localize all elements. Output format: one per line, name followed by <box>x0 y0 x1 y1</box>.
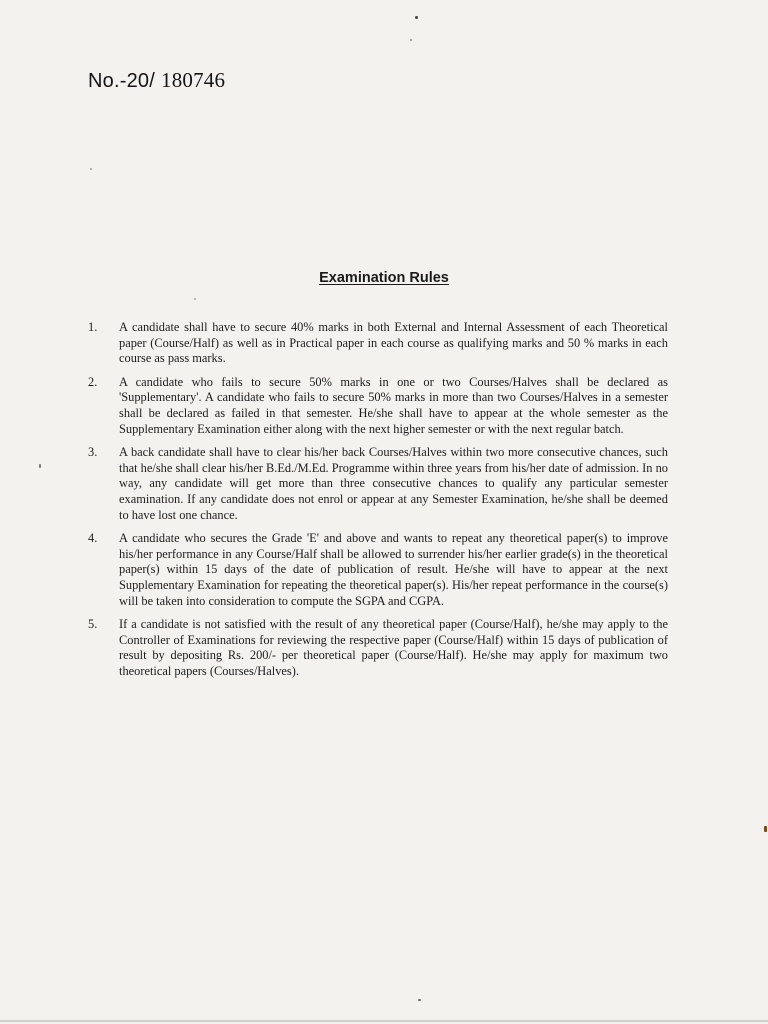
rule-item-5 <box>88 617 668 679</box>
scan-speck <box>764 826 767 832</box>
page-edge <box>0 1020 768 1022</box>
scan-speck <box>194 298 196 300</box>
document-number-prefix: No.-20/ <box>88 70 155 92</box>
scan-speck <box>415 16 418 19</box>
rule-text: A candidate who secures the Grade 'E' and above and wants to repeat any theoretical paper(s) to improve his/her performance in any Course/Half shall be allowed to surrender his/her earlier grade(s) in the theoretical paper(s) within 15 days of the date of publication of result. He/she will have to appear at the next Supplementary Examination for repeating the theoretical paper(s). His/her repeat performance in the course(s) will be taken into consideration to compute the SGPA and CGPA. <box>119 531 668 608</box>
scan-speck <box>39 464 41 468</box>
scan-speck <box>410 39 412 41</box>
rule-index: 1. <box>88 320 98 334</box>
rule-text: If a candidate is not satisfied with the result of any theoretical paper (Course/Half), he/she may apply to the Controller of Examinations for reviewing the respective paper (Course/Half) within 15 days of publication of result by depositing Rs. 200/- per theoretical paper (Course/Half). He/she may apply for maximum two theoretical papers (Courses/Halves). <box>119 617 668 678</box>
rules-list <box>88 320 668 687</box>
rule-text: A back candidate shall have to clear his/her back Courses/Halves within two more consecutive chances, such that he/she shall clear his/her B.Ed./M.Ed. Programme within three years from his/her date of admission. In no way, any candidate will get more than three consecutive chances to qualify any particular semester examination. If any candidate does not enrol or appear at any Semester Examination, he/she shall be deemed to have lost one chance. <box>119 445 668 522</box>
rule-index: 4. <box>88 531 98 546</box>
rule-item-4 <box>88 531 668 609</box>
rule-text: A candidate who fails to secure 50% marks in one or two Courses/Halves shall be declared as 'Supplementary'. A candidate who fails to secure 50% marks in more than two Courses/Halves in a semester shall be declared as failed in that semester. He/she shall have to appear at the whole semester as the Supplementary Examination either along with the next higher semester or with the next regular batch. <box>119 374 668 436</box>
rule-index: 2. <box>88 374 98 389</box>
rule-item-3 <box>88 445 668 523</box>
rule-index: 3. <box>88 445 98 460</box>
rule-text: A candidate shall have to secure 40% marks in both External and Internal Assessment of each Theoretical paper (Course/Half) as well as in Practical paper in each course as qualifying marks and 50 % marks in each course as pass marks. <box>119 320 668 366</box>
document-number-value: 180746 <box>161 68 226 92</box>
rule-item-2 <box>88 375 668 437</box>
rule-index: 5. <box>88 617 98 632</box>
rule-item-1 <box>88 320 668 367</box>
scan-speck <box>418 999 421 1001</box>
page-title: Examination Rules <box>319 270 449 286</box>
document-number <box>88 68 225 93</box>
scan-speck <box>90 168 92 170</box>
